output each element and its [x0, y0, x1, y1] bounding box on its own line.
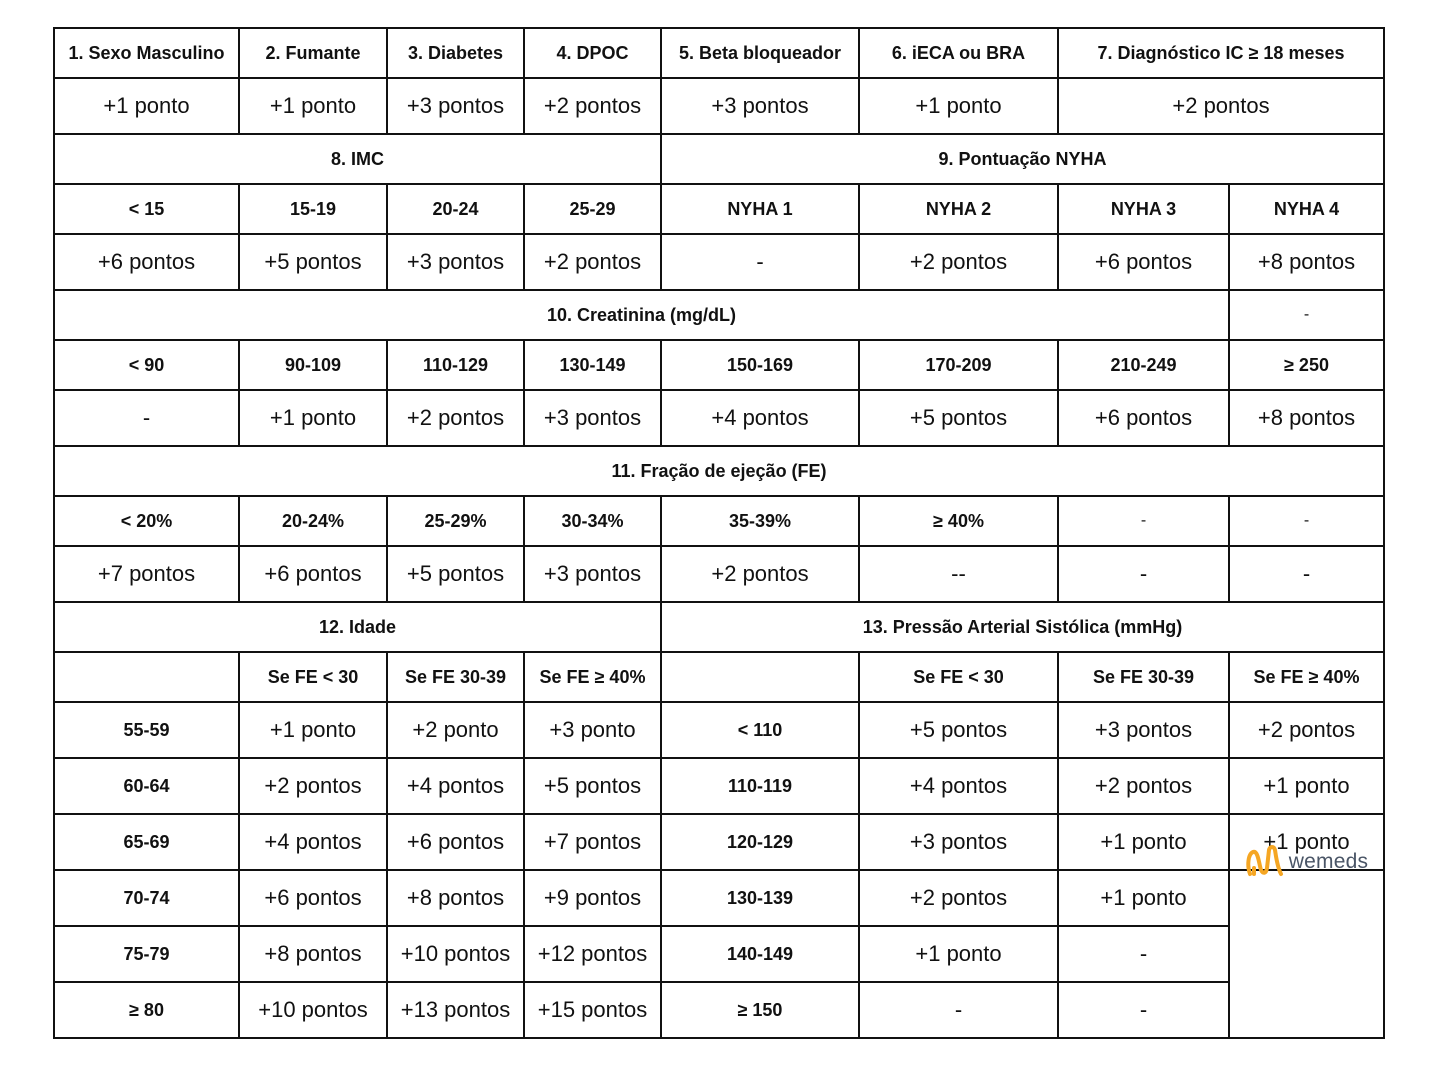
imc-points: +3 pontos — [387, 234, 524, 290]
creatinina-ranges-row — [54, 340, 1384, 390]
nyha-class: NYHA 3 — [1058, 184, 1229, 234]
idade-range: 70-74 — [54, 870, 239, 926]
pas-points: +1 ponto — [1229, 814, 1384, 870]
idade-points: +10 pontos — [239, 982, 387, 1038]
maggic-score-table — [53, 27, 1385, 1039]
idade-pas-row — [54, 702, 1384, 758]
header-fumante: 2. Fumante — [239, 28, 387, 78]
wemeds-logo-text: wemeds — [1288, 850, 1369, 873]
nyha-points: +8 pontos — [1229, 234, 1384, 290]
fe-range: 35-39% — [661, 496, 859, 546]
value-beta-bloqueador: +3 pontos — [661, 78, 859, 134]
pas-range: 130-139 — [661, 870, 859, 926]
idade-range: 55-59 — [54, 702, 239, 758]
pas-range: 110-119 — [661, 758, 859, 814]
value-diagnostico-ic: +2 pontos — [1058, 78, 1384, 134]
idade-points: +4 pontos — [239, 814, 387, 870]
pas-points: +3 pontos — [859, 814, 1058, 870]
fe-points: - — [1229, 546, 1384, 602]
creatinina-range: 210-249 — [1058, 340, 1229, 390]
header-sexo-masculino: 1. Sexo Masculino — [54, 28, 239, 78]
value-ieca-bra: +1 ponto — [859, 78, 1058, 134]
idade-points: +9 pontos — [524, 870, 661, 926]
creatinina-range: 150-169 — [661, 340, 859, 390]
idade-points: +6 pontos — [239, 870, 387, 926]
creatinina-title-row — [54, 290, 1384, 340]
pas-points: - — [1058, 926, 1229, 982]
nyha-class: NYHA 1 — [661, 184, 859, 234]
creatinina-points: +1 ponto — [239, 390, 387, 446]
pas-title: 13. Pressão Arterial Sistólica (mmHg) — [661, 602, 1384, 652]
idade-points: +4 pontos — [387, 758, 524, 814]
idade-pas-row — [54, 870, 1384, 926]
pas-range: < 110 — [661, 702, 859, 758]
fe-title: 11. Fração de ejeção (FE) — [54, 446, 1384, 496]
pas-subheader: Se FE ≥ 40% — [1229, 652, 1384, 702]
creatinina-extra: - — [1229, 290, 1384, 340]
pas-subheader: Se FE < 30 — [859, 652, 1058, 702]
creatinina-points: +8 pontos — [1229, 390, 1384, 446]
header-diagnostico-ic: 7. Diagnóstico IC ≥ 18 meses — [1058, 28, 1384, 78]
fe-range: 20-24% — [239, 496, 387, 546]
value-dpoc: +2 pontos — [524, 78, 661, 134]
pas-points: - — [1058, 982, 1229, 1038]
creatinina-points: +6 pontos — [1058, 390, 1229, 446]
idade-points: +1 ponto — [239, 702, 387, 758]
idade-pas-row — [54, 758, 1384, 814]
pas-points: +1 ponto — [859, 926, 1058, 982]
idade-pas-row — [54, 982, 1384, 1038]
creatinina-range: ≥ 250 — [1229, 340, 1384, 390]
fe-range: - — [1229, 496, 1384, 546]
fe-range: < 20% — [54, 496, 239, 546]
idade-pas-row — [54, 814, 1384, 870]
section-title-row — [54, 134, 1384, 184]
imc-range: 25-29 — [524, 184, 661, 234]
idade-points: +12 pontos — [524, 926, 661, 982]
imc-nyha-ranges-row — [54, 184, 1384, 234]
fe-ranges-row — [54, 496, 1384, 546]
idade-title: 12. Idade — [54, 602, 661, 652]
imc-points: +2 pontos — [524, 234, 661, 290]
imc-range: < 15 — [54, 184, 239, 234]
idade-points: +5 pontos — [524, 758, 661, 814]
idade-points: +2 pontos — [239, 758, 387, 814]
value-sexo-masculino: +1 ponto — [54, 78, 239, 134]
fe-points: +2 pontos — [661, 546, 859, 602]
creatinina-range: 130-149 — [524, 340, 661, 390]
nyha-points: +6 pontos — [1058, 234, 1229, 290]
idade-range: 75-79 — [54, 926, 239, 982]
fe-points: -- — [859, 546, 1058, 602]
creatinina-range: 170-209 — [859, 340, 1058, 390]
top-header-row — [54, 28, 1384, 78]
idade-points: +13 pontos — [387, 982, 524, 1038]
idade-subheader: Se FE 30-39 — [387, 652, 524, 702]
logo-cell — [1229, 850, 1384, 1038]
pas-range: 120-129 — [661, 814, 859, 870]
idade-pas-title-row — [54, 602, 1384, 652]
creatinina-points: - — [54, 390, 239, 446]
fe-points: +7 pontos — [54, 546, 239, 602]
imc-points: +6 pontos — [54, 234, 239, 290]
creatinina-points-row — [54, 390, 1384, 446]
pas-subheader — [661, 652, 859, 702]
imc-range: 20-24 — [387, 184, 524, 234]
wemeds-logo — [1230, 844, 1383, 880]
header-ieca-bra: 6. iECA ou BRA — [859, 28, 1058, 78]
idade-subheader — [54, 652, 239, 702]
creatinina-points: +5 pontos — [859, 390, 1058, 446]
idade-points: +7 pontos — [524, 814, 661, 870]
pas-range: 140-149 — [661, 926, 859, 982]
idade-pas-row — [54, 926, 1384, 982]
creatinina-range: < 90 — [54, 340, 239, 390]
fe-points-row — [54, 546, 1384, 602]
nyha-class: NYHA 4 — [1229, 184, 1384, 234]
pas-points: - — [859, 982, 1058, 1038]
creatinina-points: +3 pontos — [524, 390, 661, 446]
idade-points: +8 pontos — [387, 870, 524, 926]
idade-pas-subheader-row — [54, 652, 1384, 702]
pas-points: +1 ponto — [1058, 870, 1229, 926]
creatinina-range: 110-129 — [387, 340, 524, 390]
imc-points: +5 pontos — [239, 234, 387, 290]
imc-nyha-points-row — [54, 234, 1384, 290]
fe-points: +3 pontos — [524, 546, 661, 602]
creatinina-title: 10. Creatinina (mg/dL) — [54, 290, 1229, 340]
pas-points: +3 pontos — [1058, 702, 1229, 758]
header-dpoc: 4. DPOC — [524, 28, 661, 78]
idade-points: +8 pontos — [239, 926, 387, 982]
fe-range: - — [1058, 496, 1229, 546]
pas-points: +2 pontos — [859, 870, 1058, 926]
pas-points: +1 ponto — [1229, 758, 1384, 814]
pas-points: +2 pontos — [1058, 758, 1229, 814]
imc-title: 8. IMC — [54, 134, 661, 184]
idade-points: +2 ponto — [387, 702, 524, 758]
idade-range: 65-69 — [54, 814, 239, 870]
pas-points: +1 ponto — [1058, 814, 1229, 870]
nyha-points: +2 pontos — [859, 234, 1058, 290]
nyha-class: NYHA 2 — [859, 184, 1058, 234]
fe-title-row — [54, 446, 1384, 496]
top-values-row — [54, 78, 1384, 134]
idade-subheader: Se FE ≥ 40% — [524, 652, 661, 702]
pas-points: +4 pontos — [859, 758, 1058, 814]
creatinina-points: +4 pontos — [661, 390, 859, 446]
pas-points: +2 pontos — [1229, 702, 1384, 758]
nyha-points: - — [661, 234, 859, 290]
fe-points: - — [1058, 546, 1229, 602]
value-diabetes: +3 pontos — [387, 78, 524, 134]
fe-range: 25-29% — [387, 496, 524, 546]
nyha-title: 9. Pontuação NYHA — [661, 134, 1384, 184]
creatinina-points: +2 pontos — [387, 390, 524, 446]
idade-subheader: Se FE < 30 — [239, 652, 387, 702]
pas-subheader: Se FE 30-39 — [1058, 652, 1229, 702]
creatinina-range: 90-109 — [239, 340, 387, 390]
idade-points: +15 pontos — [524, 982, 661, 1038]
idade-points: +6 pontos — [387, 814, 524, 870]
fe-points: +5 pontos — [387, 546, 524, 602]
pas-points: +5 pontos — [859, 702, 1058, 758]
imc-range: 15-19 — [239, 184, 387, 234]
idade-range: 60-64 — [54, 758, 239, 814]
fe-range: 30-34% — [524, 496, 661, 546]
wemeds-logo-icon — [1245, 844, 1285, 880]
fe-points: +6 pontos — [239, 546, 387, 602]
pas-range: ≥ 150 — [661, 982, 859, 1038]
fe-range: ≥ 40% — [859, 496, 1058, 546]
header-beta-bloqueador: 5. Beta bloqueador — [661, 28, 859, 78]
value-fumante: +1 ponto — [239, 78, 387, 134]
idade-range: ≥ 80 — [54, 982, 239, 1038]
idade-points: +10 pontos — [387, 926, 524, 982]
idade-points: +3 ponto — [524, 702, 661, 758]
header-diabetes: 3. Diabetes — [387, 28, 524, 78]
